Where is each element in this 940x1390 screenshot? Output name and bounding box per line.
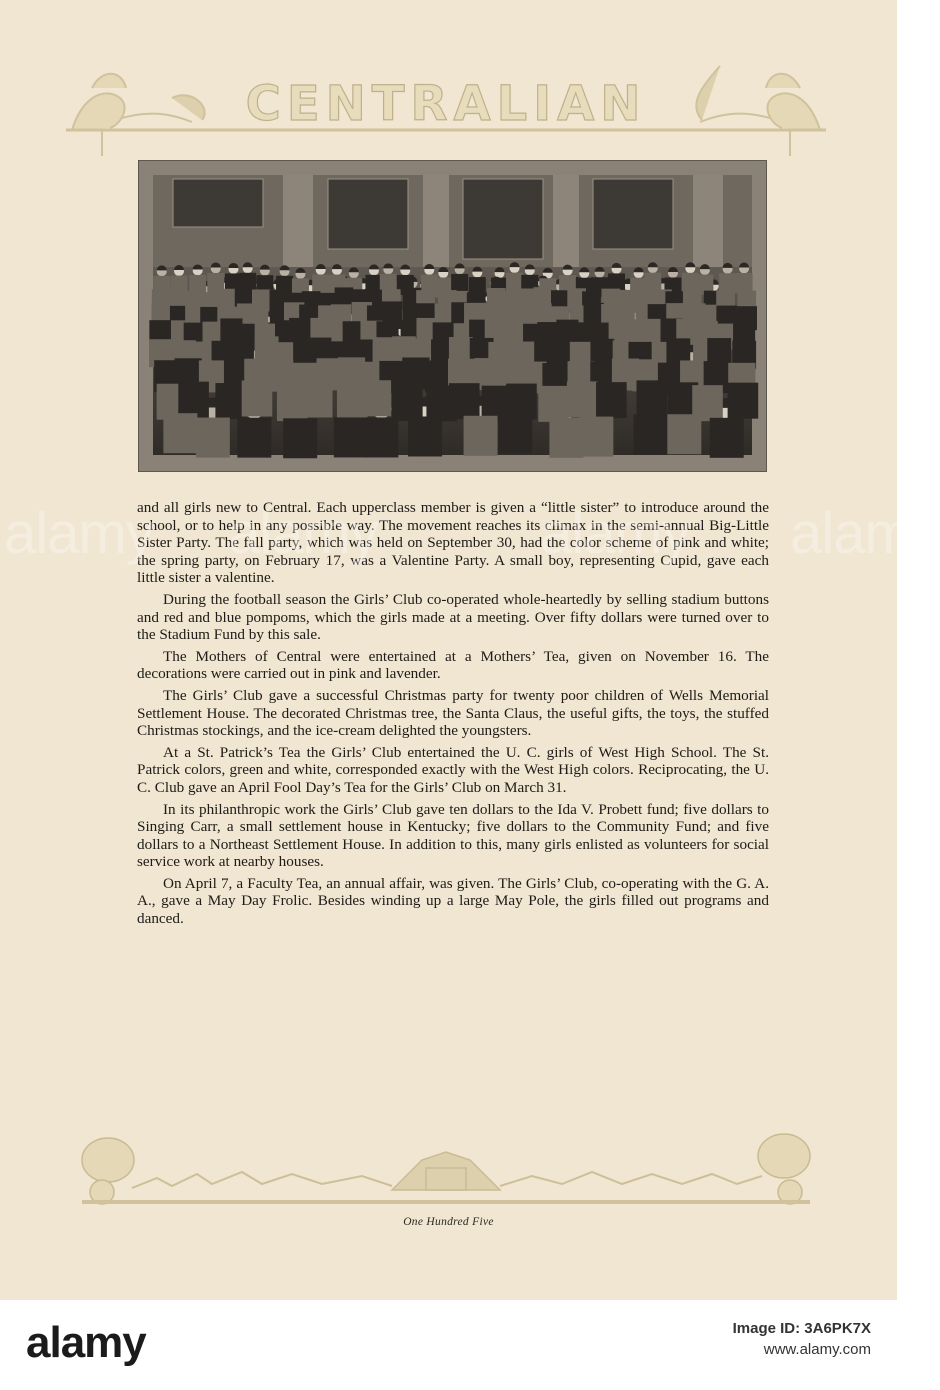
watermark-text: alamy	[4, 501, 154, 566]
group-photo	[153, 175, 752, 455]
watermark-text: alamy	[790, 501, 940, 566]
footer-zigzag-right	[500, 1172, 762, 1186]
footer-zigzag-left	[132, 1172, 392, 1188]
article-paragraph: and all girls new to Central. Each upperclass member is given a “little sister” to introduce around the school, or to help in any possible way. The movement reaches its climax in the semi-annual Big-Little Sister Party. The fall party, which was held on September 30, had the color scheme of pink and white; the spring party, on February 17, was a Valentine Party. A small boy, representing Cupid, gave each little sister a valentine.	[137, 499, 769, 587]
stock-logo[interactable]	[26, 1318, 146, 1368]
watermark-text: alamy	[228, 501, 378, 566]
article-paragraph: In its philanthropic work the Girls’ Club gave ten dollars to the Ida V. Probett fund; five dollars to Singing Carr, a small settlement house in Kentucky; five dollars to the Community Fund; and five dollars to a Northeast Settlement House. In addition to this, many girls enlisted as volunteers for social service work at nearby houses.	[137, 800, 769, 871]
footer-ornament-right	[758, 1134, 810, 1204]
stock-info	[733, 1320, 871, 1358]
footer-ornament-center	[392, 1152, 500, 1190]
stock-footer-bar	[0, 1300, 897, 1390]
stock-url[interactable]: www.alamy.com	[763, 1341, 871, 1358]
watermark-text: alamy	[540, 501, 690, 566]
header-ornament-left	[72, 74, 205, 156]
stock-image-id: Image ID: 3A6PK7X	[732, 1320, 871, 1337]
stock-logo-text: alamy	[26, 1318, 146, 1367]
article-paragraph: On April 7, a Faculty Tea, an annual affair, was given. The Girls’ Club, co-operating with the G. A. A., gave a May Day Frolic. Besides winding up a large May Pole, the girls filled out programs and danced.	[137, 874, 769, 928]
footer-banner	[62, 1130, 830, 1222]
photo-frame	[139, 161, 766, 471]
header-title: CENTRALIAN	[245, 76, 647, 132]
page-number: One Hundred Five	[403, 1216, 494, 1228]
article-paragraph: The Mothers of Central were entertained at a Mothers’ Tea, given on November 16. The decorations were carried out in pink and lavender.	[137, 647, 769, 683]
group-photo-icon	[153, 175, 752, 455]
article-paragraph: During the football season the Girls’ Club co-operated whole-heartedly by selling stadium buttons and red and blue pompoms, which the girls made at a meeting. Over fifty dollars were turned over to the Stadium Fund by this sale.	[137, 590, 769, 644]
footer-ornament-left	[82, 1138, 134, 1204]
article-paragraph: At a St. Patrick’s Tea the Girls’ Club entertained the U. C. girls of West High School. The St. Patrick colors, green and white, corresponded exactly with the West High colors. Reciprocating, the U. C. Club gave an April Fool Day’s Tea for the Girls’ Club on March 31.	[137, 743, 769, 796]
header-banner	[62, 58, 830, 158]
article-paragraph: The Girls’ Club gave a successful Christmas party for twenty poor children of Wells Memorial Settlement House. The decorated Christmas tree, the Santa Claus, the useful gifts, the toys, the stuffed Christmas stockings, and the ice-cream delighted the youngsters.	[137, 686, 769, 740]
header-ornament-right	[696, 66, 820, 156]
